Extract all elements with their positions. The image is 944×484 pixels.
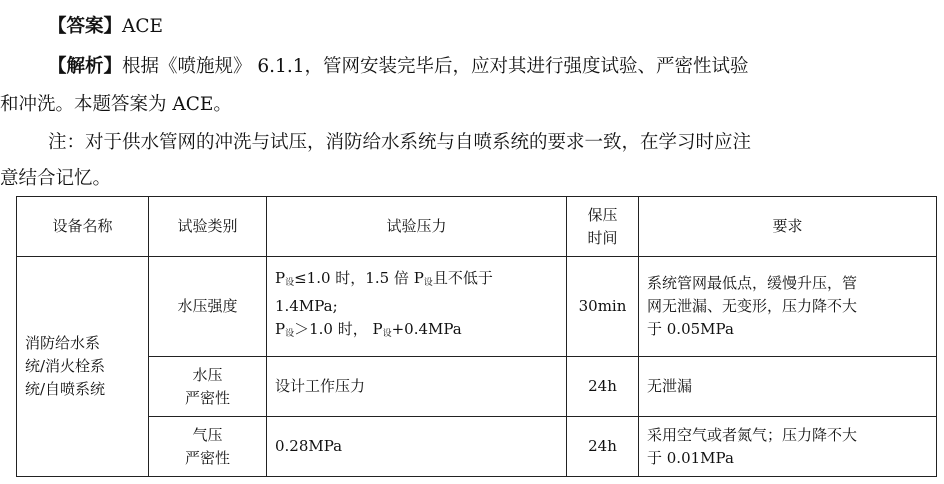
table-header-row bbox=[17, 197, 937, 257]
header-hold-line-2: 时间 bbox=[587, 228, 618, 247]
device-name-cell bbox=[17, 257, 149, 477]
analysis-line-1 bbox=[48, 52, 748, 78]
device-name-line-2: 统/消火栓系 bbox=[25, 357, 106, 375]
test-type-line-1: 水压 bbox=[192, 365, 223, 384]
header-hold-line-1: 保压 bbox=[587, 205, 618, 224]
device-name-line-3: 统/自喷系统 bbox=[25, 380, 106, 398]
pressure-text: P bbox=[275, 269, 286, 287]
test-pressure-cell: 0.28MPa bbox=[267, 417, 567, 477]
requirement-line-1: 系统管网最低点，缓慢升压，管 bbox=[647, 274, 858, 292]
pressure-subscript: 设 bbox=[423, 278, 433, 288]
header-type: 试验类别 bbox=[149, 197, 267, 257]
pressure-text: 且不低于 bbox=[432, 269, 493, 287]
header-device: 设备名称 bbox=[17, 197, 149, 257]
test-pressure-cell: 设计工作压力 bbox=[267, 357, 567, 417]
header-hold-time bbox=[567, 197, 639, 257]
answer-value: ACE bbox=[122, 16, 164, 37]
requirement-cell: 无泄漏 bbox=[639, 357, 937, 417]
pressure-text: P bbox=[275, 320, 286, 338]
requirement-line-1: 采用空气或者氮气；压力降不大 bbox=[647, 425, 858, 444]
table-row bbox=[17, 417, 937, 477]
hold-time-cell: 30min bbox=[567, 257, 639, 357]
table-row bbox=[17, 357, 937, 417]
pressure-subscript: 设 bbox=[285, 278, 295, 288]
analysis-label: 【解析】 bbox=[48, 56, 123, 77]
test-type-cell: 水压强度 bbox=[149, 257, 267, 357]
note-line-2: 意结合记忆。 bbox=[0, 168, 112, 189]
header-pressure: 试验压力 bbox=[267, 197, 567, 257]
pressure-subscript: 设 bbox=[285, 329, 295, 339]
hold-time-cell: 24h bbox=[567, 417, 639, 477]
test-type-line-2: 严密性 bbox=[184, 448, 230, 467]
test-pressure-cell bbox=[267, 257, 567, 357]
requirement-line-2: 于 0.01MPa bbox=[647, 448, 734, 467]
pressure-line-1 bbox=[275, 267, 558, 295]
requirement-cell bbox=[639, 417, 937, 477]
analysis-line-2: 和冲洗。本题答案为 ACE。 bbox=[0, 94, 232, 115]
pressure-subscript: 设 bbox=[382, 329, 392, 339]
note-line-1: 注：对于供水管网的冲洗与试压，消防给水系统与自喷系统的要求一致，在学习时应注 bbox=[48, 132, 752, 153]
test-type-cell bbox=[149, 417, 267, 477]
analysis-text-1: 根据《喷施规》 6.1.1，管网安装完毕后，应对其进行强度试验、严密性试验 bbox=[122, 56, 749, 77]
requirement-cell bbox=[639, 257, 937, 357]
hold-time-cell: 24h bbox=[567, 357, 639, 417]
header-requirement: 要求 bbox=[639, 197, 937, 257]
test-type-cell bbox=[149, 357, 267, 417]
device-name-line-1: 消防给水系 bbox=[25, 334, 101, 352]
test-type-line-2: 严密性 bbox=[184, 388, 230, 407]
requirement-line-3: 于 0.05MPa bbox=[647, 320, 734, 338]
requirement-line-2: 网无泄漏、无变形，压力降不大 bbox=[647, 297, 858, 315]
pressure-test-table bbox=[16, 196, 937, 477]
pressure-text: ＞1.0 时， P bbox=[294, 320, 383, 338]
pressure-text: +0.4MPa bbox=[391, 320, 462, 338]
test-type-line-1: 气压 bbox=[192, 425, 223, 444]
pressure-line-2: 1.4MPa; bbox=[275, 297, 338, 315]
table-row bbox=[17, 257, 937, 357]
pressure-text: ≤1.0 时，1.5 倍 P bbox=[294, 269, 424, 287]
pressure-line-3 bbox=[275, 318, 558, 346]
answer-line bbox=[48, 12, 163, 38]
answer-label: 【答案】 bbox=[48, 16, 123, 37]
